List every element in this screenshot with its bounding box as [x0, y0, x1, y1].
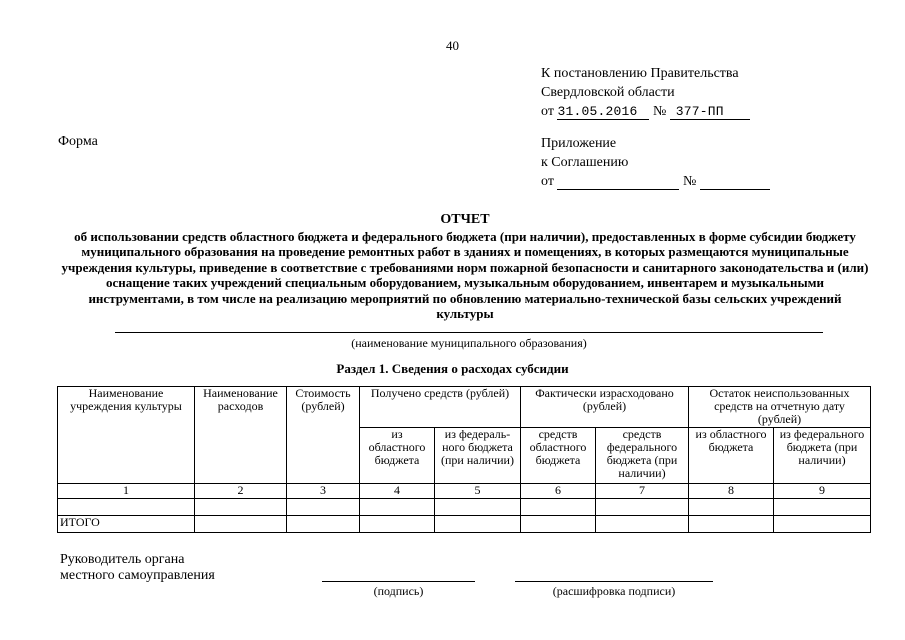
subheader-spent-federal: средств федерального бюджета (при наличии)	[596, 428, 689, 484]
subheader-remaining-federal: из федерального бюджета (при наличии)	[774, 428, 871, 484]
table-cell[interactable]	[435, 499, 521, 516]
signatory-line-1: Руководитель органа	[60, 552, 185, 567]
header-expense: Наименование расходов	[195, 387, 287, 484]
header-spent: Фактически израсходовано (рублей)	[521, 387, 689, 428]
appendix-line-2: к Соглашению	[541, 155, 629, 170]
appendix-line-1: Приложение	[541, 136, 617, 151]
table-empty-row	[58, 499, 871, 516]
table-header-row	[58, 387, 871, 428]
signature-caption: (подпись)	[373, 584, 424, 598]
municipality-name-line	[115, 332, 823, 333]
signatory-line-2: местного самоуправления	[60, 568, 215, 583]
decree-number: 377-ПП	[670, 104, 750, 120]
table-cell[interactable]	[287, 516, 360, 533]
appendix-date-row	[541, 172, 770, 191]
report-title	[60, 212, 870, 322]
subheader-received-regional: из областного бюджета	[360, 428, 435, 484]
signatory-title	[60, 552, 215, 584]
table-cell[interactable]	[195, 499, 287, 516]
column-number: 9	[774, 484, 871, 499]
column-number: 7	[596, 484, 689, 499]
header-cost: Стоимость (рублей)	[287, 387, 360, 484]
column-number: 2	[195, 484, 287, 499]
table-cell[interactable]	[521, 499, 596, 516]
column-number: 5	[435, 484, 521, 499]
subheader-received-federal: из федераль-ного бюджета (при наличии)	[435, 428, 521, 484]
table-total-row	[58, 516, 871, 533]
decree-date-row	[541, 102, 750, 121]
header-institution: Наименование учреждения культуры	[58, 387, 195, 484]
table-cell[interactable]	[195, 516, 287, 533]
appendix-number-blank	[700, 174, 770, 190]
table-column-numbers-row	[58, 484, 871, 499]
table-cell[interactable]	[287, 499, 360, 516]
subheader-remaining-regional: из областного бюджета	[689, 428, 774, 484]
section-title: Раздел 1. Сведения о расходах субсидии	[336, 361, 569, 376]
municipality-caption: (наименование муниципального образования)	[351, 336, 587, 350]
expense-table	[57, 386, 871, 533]
table-cell[interactable]	[360, 499, 435, 516]
appendix-date-prefix: от	[541, 174, 554, 189]
total-label: ИТОГО	[58, 516, 195, 533]
form-label: Форма	[58, 134, 98, 149]
column-number: 8	[689, 484, 774, 499]
signature-decode-line[interactable]	[515, 581, 713, 582]
decree-reference	[541, 64, 750, 121]
table-cell[interactable]	[689, 516, 774, 533]
column-number: 4	[360, 484, 435, 499]
signature-line[interactable]	[322, 581, 475, 582]
table-cell[interactable]	[435, 516, 521, 533]
appendix-date-blank	[557, 174, 679, 190]
table-cell[interactable]	[689, 499, 774, 516]
decree-line-2: Свердловской области	[541, 85, 675, 100]
subheader-spent-regional: средств областного бюджета	[521, 428, 596, 484]
header-remaining: Остаток неиспользованных средств на отчетную дату (рублей)	[689, 387, 871, 428]
table-cell[interactable]	[596, 499, 689, 516]
appendix-block	[541, 134, 770, 191]
table-cell[interactable]	[58, 499, 195, 516]
signature-decode-caption: (расшифровка подписи)	[552, 584, 676, 598]
column-number: 1	[58, 484, 195, 499]
table-cell[interactable]	[774, 516, 871, 533]
decree-date-prefix: от	[541, 104, 554, 119]
appendix-number-sign: №	[682, 174, 697, 189]
header-received: Получено средств (рублей)	[360, 387, 521, 428]
report-title-main: ОТЧЕТ	[440, 212, 490, 227]
table-cell[interactable]	[596, 516, 689, 533]
column-number: 3	[287, 484, 360, 499]
table-cell[interactable]	[360, 516, 435, 533]
page-number: 40	[446, 38, 459, 53]
report-title-body: об использовании средств областного бюджета и федерального бюджета (при наличии), предоставленных в форме субсидии бюджету муниципального образования на проведение ремонтных работ в зданиях и помещениях, в которых размещаются муниципальные учреждения культуры, приведение в соответствие с требованиями норм пожарной безопасности и санитарного законодательства и (или) оснащение таких учреждений специальным оборудованием, музыкальным оборудованием, инвентарем и музыкальными инструментами, в том числе на реализацию мероприятий по обновлению материально-технической базы сельских учреждений культуры	[61, 228, 869, 321]
column-number: 6	[521, 484, 596, 499]
decree-line-1: К постановлению Правительства	[541, 66, 739, 81]
decree-number-sign: №	[652, 104, 667, 119]
table-cell[interactable]	[774, 499, 871, 516]
decree-date: 31.05.2016	[557, 104, 649, 120]
table-cell[interactable]	[521, 516, 596, 533]
